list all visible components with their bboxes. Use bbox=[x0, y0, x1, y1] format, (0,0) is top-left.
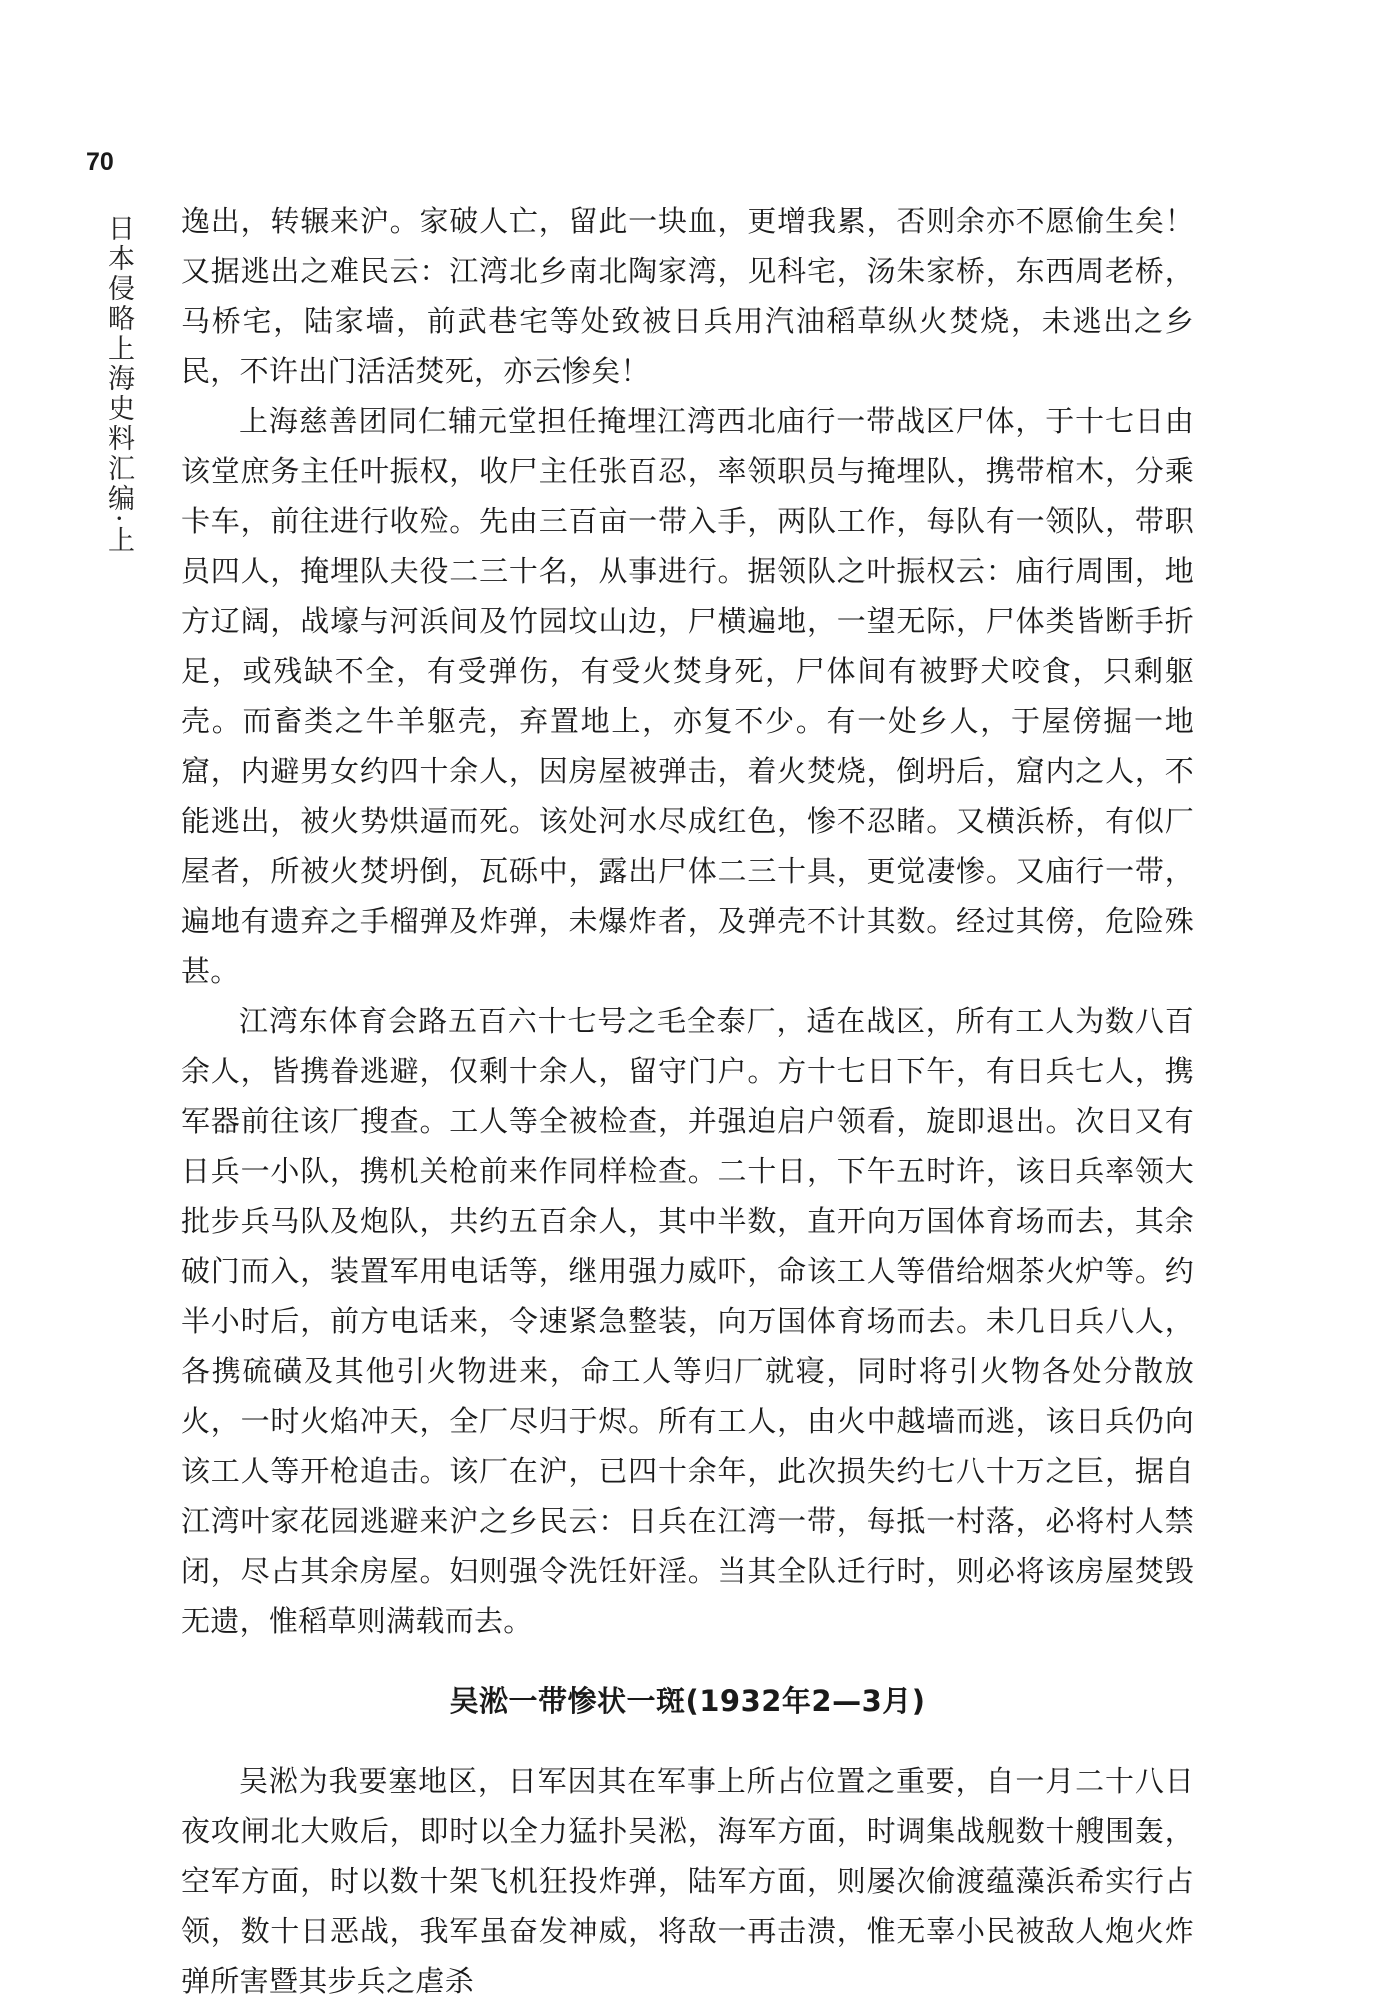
page-number: 70 bbox=[86, 148, 114, 176]
paragraph-3: 江湾东体育会路五百六十七号之毛全泰厂，适在战区，所有工人为数八百余人，皆携眷逃避，仅剩十余人，留守门户。方十七日下午，有日兵七人，携军器前往该厂搜查。工人等全被检查，并强迫启户领看，旋即退出。次日又有日兵一小队，携机关枪前来作同样检查。二十日，下午五时许，该日兵率领大批步兵马队及炮队，共约五百余人，其中半数，直开向万国体育场而去，其余破门而入，装置军用电话等，继用强力威吓，命该工人等借给烟茶火炉等。约半小时后，前方电话来，令速紧急整装，向万国体育场而去。未几日兵八人，各携硫磺及其他引火物进来，命工人等归厂就寝，同时将引火物各处分散放火，一时火焰冲天，全厂尽归于烬。所有工人，由火中越墙而逃，该日兵仍向该工人等开枪追击。该厂在沪，已四十余年，此次损失约七八十万之巨，据自江湾叶家花园逃避来沪之乡民云：日兵在江湾一带，每抵一村落，必将村人禁闭，尽占其余房屋。妇则强令洗饪奸淫。当其全队迁行时，则必将该房屋焚毁无遗，惟稻草则满载而去。 bbox=[181, 1004, 1194, 1638]
section-heading: 吴淞一带惨状一斑(1932年2—3月) bbox=[449, 1684, 926, 1718]
running-title: 日本侵略上海史料汇编·上 bbox=[103, 214, 134, 556]
paragraph-4: 吴淞为我要塞地区，日军因其在军事上所占位置之重要，自一月二十八日夜攻闸北大败后，即时以全力猛扑吴淞，海军方面，时调集战舰数十艘围轰，空军方面，时以数十架飞机狂投炸弹，陆军方面，则屡次偷渡蕴藻浜希实行占领，数十日恶战，我军虽奋发神威，将敌一再击溃，惟无辜小民被敌人炮火炸弹所害暨其步兵之虐杀 bbox=[181, 1764, 1194, 1998]
page-body bbox=[181, 196, 1194, 2006]
paragraph-2: 上海慈善团同仁辅元堂担任掩埋江湾西北庙行一带战区尸体，于十七日由该堂庶务主任叶振权，收尸主任张百忍，率领职员与掩埋队，携带棺木，分乘卡车，前往进行收殓。先由三百亩一带入手，两队工作，每队有一领队，带职员四人，掩埋队夫役二三十名，从事进行。据领队之叶振权云：庙行周围，地方辽阔，战壕与河浜间及竹园坟山边，尸横遍地，一望无际，尸体类皆断手折足，或残缺不全，有受弹伤，有受火焚身死，尸体间有被野犬咬食，只剩躯壳。而畜类之牛羊躯壳，弃置地上，亦复不少。有一处乡人，于屋傍掘一地窟，内避男女约四十余人，因房屋被弹击，着火焚烧，倒坍后，窟内之人，不能逃出，被火势烘逼而死。该处河水尽成红色，惨不忍睹。又横浜桥，有似厂屋者，所被火焚坍倒，瓦砾中，露出尸体二三十具，更觉凄惨。又庙行一带，遍地有遗弃之手榴弹及炸弹，未爆炸者，及弹壳不计其数。经过其傍，危险殊甚。 bbox=[181, 404, 1194, 988]
paragraph-1: 逸出，转辗来沪。家破人亡，留此一块血，更增我累，否则余亦不愿偷生矣！又据逃出之难民云：江湾北乡南北陶家湾，见科宅，汤朱家桥，东西周老桥，马桥宅，陆家墙，前武巷宅等处致被日兵用汽油稻草纵火焚烧，未逃出之乡民，不许出门活活焚死，亦云惨矣！ bbox=[181, 204, 1194, 388]
